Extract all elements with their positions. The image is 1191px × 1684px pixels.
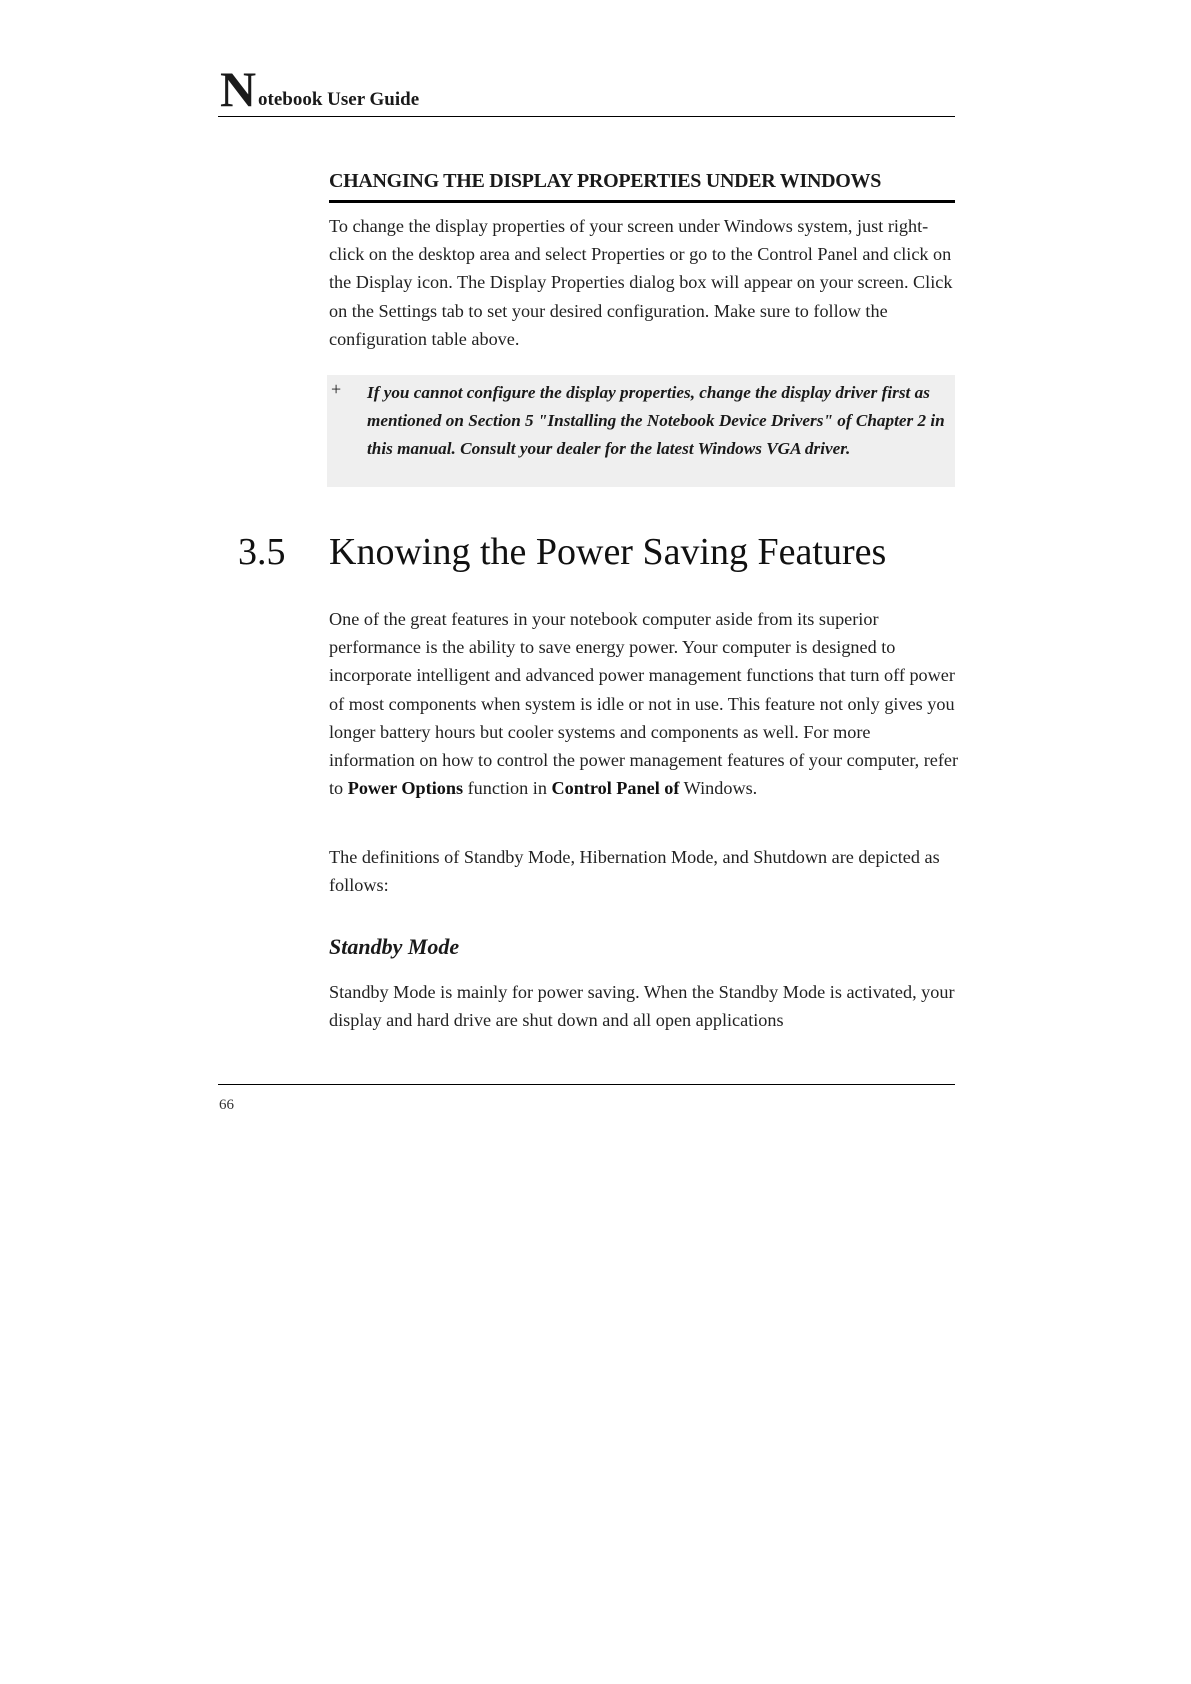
standby-paragraph: Standby Mode is mainly for power saving. When the Standby Mode is activated, your display and hard drive are shut down and all open applications — [329, 982, 955, 1031]
paragraph-text-3: Windows. — [679, 778, 758, 799]
paragraph-text-2: function in — [463, 778, 552, 799]
chapter-title: Knowing the Power Saving Features — [329, 531, 887, 573]
note-text: If you cannot configure the display properties, change the display driver first as mentioned on Section 5 "Installing the Notebook Device Drivers" of Chapter 2 in this manual. Consult your dealer for the latest Windows VGA driver. — [367, 383, 945, 458]
definitions-paragraph: The definitions of Standby Mode, Hibernation Mode, and Shutdown are depicted as follows: — [329, 847, 940, 896]
power-options-term: Power Options — [347, 778, 464, 799]
page-number: 66 — [219, 1097, 234, 1113]
section-paragraph: To change the display properties of your screen under Windows system, just right-click on the desktop area and select Properties or go to the Control Panel and click on the Display icon. The Display Properties dialog box will appear on your screen. Click on the Settings tab to set your desired configuration. Make sure to follow the configuration table above. — [329, 216, 953, 349]
chapter-number: 3.5 — [238, 531, 286, 573]
paragraph-text-1: One of the great features in your notebook computer aside from its superior performance is the ability to save energy power. Your computer is designed to incorporate intelligent and advanced power management functions that turn off power of most components when system is idle or not in use. This feature not only gives you longer battery hours but cooler systems and components as well. For more information on how to control the power management features of your computer, refer to — [329, 609, 959, 799]
control-panel-term: Control Panel of — [551, 778, 680, 799]
header-title: otebook User Guide — [258, 89, 420, 110]
header-initial: N — [220, 61, 257, 117]
standby-heading: Standby Mode — [329, 934, 460, 959]
running-header — [218, 58, 955, 117]
section-heading: CHANGING THE DISPLAY PROPERTIES UNDER WINDOWS — [329, 170, 955, 203]
power-saving-paragraph — [329, 605, 959, 802]
note-plus-icon: + — [331, 379, 342, 399]
footer-rule — [218, 1084, 955, 1085]
note-box — [327, 375, 955, 487]
